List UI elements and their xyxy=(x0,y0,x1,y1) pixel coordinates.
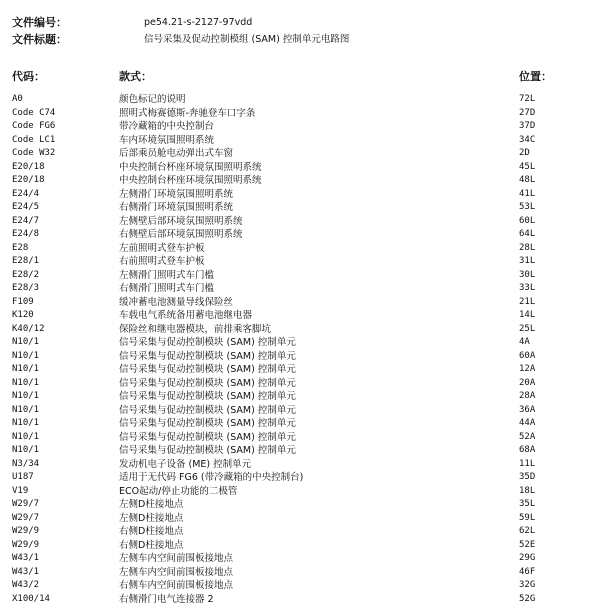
row-position: 60L xyxy=(519,215,535,229)
row-model: 信号采集与促动控制模块 (SAM) 控制单元 xyxy=(119,404,296,418)
table-row xyxy=(0,485,608,499)
table-row xyxy=(0,539,608,553)
table-row xyxy=(0,107,608,121)
row-code: K120 xyxy=(12,309,34,323)
row-position: 48L xyxy=(519,174,535,188)
row-model: 照明式梅赛德斯-奔驰登车口字条 xyxy=(119,107,255,121)
row-model: 车内环境氛围照明系统 xyxy=(119,134,214,148)
table-row xyxy=(0,215,608,229)
row-code: Code C74 xyxy=(12,107,55,121)
table-row xyxy=(0,579,608,593)
row-model: 车载电气系统备用蓄电池继电器 xyxy=(119,309,252,323)
row-position: 62L xyxy=(519,525,535,539)
row-model: 右侧D柱接地点 xyxy=(119,525,183,539)
row-position: 27D xyxy=(519,107,535,121)
row-model: 后部乘员舱电动弹出式车窗 xyxy=(119,147,233,161)
row-code: E24/8 xyxy=(12,228,39,242)
row-code: E28/2 xyxy=(12,269,39,283)
table-row xyxy=(0,336,608,350)
row-position: 60A xyxy=(519,350,535,364)
row-position: 36A xyxy=(519,404,535,418)
row-position: 25L xyxy=(519,323,535,337)
doc-number-value: pe54.21-s-2127-97vdd xyxy=(144,16,252,30)
row-code: A0 xyxy=(12,93,23,107)
row-model: 左侧滑门照明式车门槛 xyxy=(119,269,214,283)
row-model: 左侧车内空间前围板接地点 xyxy=(119,552,233,566)
row-model: 右侧滑门环境氛围照明系统 xyxy=(119,201,233,215)
row-code: N10/1 xyxy=(12,390,39,404)
row-position: 64L xyxy=(519,228,535,242)
table-row xyxy=(0,228,608,242)
row-position: 46F xyxy=(519,566,535,580)
table-row xyxy=(0,390,608,404)
row-model: 左前照明式登车护板 xyxy=(119,242,205,256)
row-code: N10/1 xyxy=(12,336,39,350)
row-code: Code W32 xyxy=(12,147,55,161)
table-row xyxy=(0,242,608,256)
row-model: 发动机电子设备 (ME) 控制单元 xyxy=(119,458,251,472)
row-position: 35L xyxy=(519,498,535,512)
row-model: 信号采集与促动控制模块 (SAM) 控制单元 xyxy=(119,377,296,391)
table-row xyxy=(0,498,608,512)
row-code: W43/1 xyxy=(12,566,39,580)
row-model: 信号采集与促动控制模块 (SAM) 控制单元 xyxy=(119,417,296,431)
row-model: 带冷藏箱的中央控制台 xyxy=(119,120,214,134)
row-model: 右前照明式登车护板 xyxy=(119,255,205,269)
table-row xyxy=(0,377,608,391)
row-code: W29/7 xyxy=(12,498,39,512)
row-code: N10/1 xyxy=(12,431,39,445)
row-code: N10/1 xyxy=(12,444,39,458)
row-model: 信号采集与促动控制模块 (SAM) 控制单元 xyxy=(119,350,296,364)
table-row xyxy=(0,417,608,431)
doc-title-value: 信号采集及促动控制模组 (SAM) 控制单元电路图 xyxy=(144,33,349,47)
row-model: ECO起动/停止功能的二极管 xyxy=(119,485,237,499)
row-code: E24/5 xyxy=(12,201,39,215)
row-model: 右侧壁后部环境氛围照明系统 xyxy=(119,228,243,242)
row-model: 左侧D柱接地点 xyxy=(119,498,183,512)
row-position: 4A xyxy=(519,336,530,350)
row-position: 35D xyxy=(519,471,535,485)
row-code: E28 xyxy=(12,242,28,256)
table-row xyxy=(0,444,608,458)
row-code: X100/14 xyxy=(12,593,50,606)
row-model: 颜色标记的说明 xyxy=(119,93,186,107)
row-code: E28/1 xyxy=(12,255,39,269)
row-code: E24/7 xyxy=(12,215,39,229)
table-row xyxy=(0,201,608,215)
row-code: W43/1 xyxy=(12,552,39,566)
table-row xyxy=(0,147,608,161)
row-position: 37D xyxy=(519,120,535,134)
table-row xyxy=(0,350,608,364)
row-code: K40/12 xyxy=(12,323,45,337)
table-row xyxy=(0,120,608,134)
table-row xyxy=(0,552,608,566)
row-code: W43/2 xyxy=(12,579,39,593)
row-code: W29/9 xyxy=(12,539,39,553)
row-position: 59L xyxy=(519,512,535,526)
row-position: 33L xyxy=(519,282,535,296)
row-position: 20A xyxy=(519,377,535,391)
row-model: 左侧D柱接地点 xyxy=(119,512,183,526)
row-code: E20/18 xyxy=(12,161,45,175)
row-code: V19 xyxy=(12,485,28,499)
row-code: N10/1 xyxy=(12,404,39,418)
legend-table xyxy=(0,93,608,606)
table-row xyxy=(0,566,608,580)
table-row xyxy=(0,471,608,485)
table-row xyxy=(0,323,608,337)
row-model: 右侧滑门电气连接器 2 xyxy=(119,593,214,606)
row-position: 18L xyxy=(519,485,535,499)
table-row xyxy=(0,593,608,606)
column-header-code: 代码： xyxy=(12,68,45,84)
table-row xyxy=(0,161,608,175)
row-position: 30L xyxy=(519,269,535,283)
table-row xyxy=(0,458,608,472)
table-row xyxy=(0,404,608,418)
row-model: 适用于无代码 FG6 (带冷藏箱的中央控制台) xyxy=(119,471,303,485)
row-position: 41L xyxy=(519,188,535,202)
row-model: 中央控制台杯座环境氛围照明系统 xyxy=(119,161,262,175)
row-position: 34C xyxy=(519,134,535,148)
row-model: 右侧D柱接地点 xyxy=(119,539,183,553)
row-position: 31L xyxy=(519,255,535,269)
row-position: 12A xyxy=(519,363,535,377)
table-row xyxy=(0,363,608,377)
row-position: 52G xyxy=(519,593,535,606)
row-code: W29/9 xyxy=(12,525,39,539)
row-code: F109 xyxy=(12,296,34,310)
row-position: 2D xyxy=(519,147,530,161)
row-position: 45L xyxy=(519,161,535,175)
row-position: 52A xyxy=(519,431,535,445)
row-model: 右侧滑门照明式车门槛 xyxy=(119,282,214,296)
row-position: 28A xyxy=(519,390,535,404)
row-model: 左侧车内空间前围板接地点 xyxy=(119,566,233,580)
row-position: 32G xyxy=(519,579,535,593)
row-code: E28/3 xyxy=(12,282,39,296)
row-code: E24/4 xyxy=(12,188,39,202)
table-row xyxy=(0,512,608,526)
row-code: N10/1 xyxy=(12,350,39,364)
row-code: N10/1 xyxy=(12,377,39,391)
table-row xyxy=(0,431,608,445)
row-model: 信号采集与促动控制模块 (SAM) 控制单元 xyxy=(119,390,296,404)
row-model: 信号采集与促动控制模块 (SAM) 控制单元 xyxy=(119,336,296,350)
row-model: 信号采集与促动控制模块 (SAM) 控制单元 xyxy=(119,431,296,445)
table-row xyxy=(0,269,608,283)
table-row xyxy=(0,282,608,296)
row-position: 11L xyxy=(519,458,535,472)
row-model: 左侧滑门环境氛围照明系统 xyxy=(119,188,233,202)
row-code: Code FG6 xyxy=(12,120,55,134)
table-row xyxy=(0,174,608,188)
row-position: 53L xyxy=(519,201,535,215)
table-row xyxy=(0,93,608,107)
row-code: N3/34 xyxy=(12,458,39,472)
row-code: N10/1 xyxy=(12,363,39,377)
row-position: 68A xyxy=(519,444,535,458)
table-row xyxy=(0,525,608,539)
column-header-model: 款式： xyxy=(119,68,152,84)
table-row xyxy=(0,255,608,269)
row-model: 保险丝和继电器模块，前排乘客脚坑 xyxy=(119,323,271,337)
doc-title-label: 文件标题： xyxy=(12,33,67,47)
table-row xyxy=(0,309,608,323)
row-model: 右侧车内空间前围板接地点 xyxy=(119,579,233,593)
row-position: 21L xyxy=(519,296,535,310)
row-model: 缓冲蓄电池测量导线保险丝 xyxy=(119,296,233,310)
row-code: N10/1 xyxy=(12,417,39,431)
table-row xyxy=(0,134,608,148)
row-model: 信号采集与促动控制模块 (SAM) 控制单元 xyxy=(119,363,296,377)
row-model: 信号采集与促动控制模块 (SAM) 控制单元 xyxy=(119,444,296,458)
table-row xyxy=(0,296,608,310)
row-model: 左侧壁后部环境氛围照明系统 xyxy=(119,215,243,229)
row-code: Code LC1 xyxy=(12,134,55,148)
row-position: 14L xyxy=(519,309,535,323)
row-code: U187 xyxy=(12,471,34,485)
row-code: W29/7 xyxy=(12,512,39,526)
row-position: 72L xyxy=(519,93,535,107)
row-position: 44A xyxy=(519,417,535,431)
row-model: 中央控制台杯座环境氛围照明系统 xyxy=(119,174,262,188)
row-position: 52E xyxy=(519,539,535,553)
row-position: 28L xyxy=(519,242,535,256)
table-row xyxy=(0,188,608,202)
row-code: E20/18 xyxy=(12,174,45,188)
column-header-position: 位置： xyxy=(519,68,552,84)
row-position: 29G xyxy=(519,552,535,566)
doc-number-label: 文件编号： xyxy=(12,16,67,30)
